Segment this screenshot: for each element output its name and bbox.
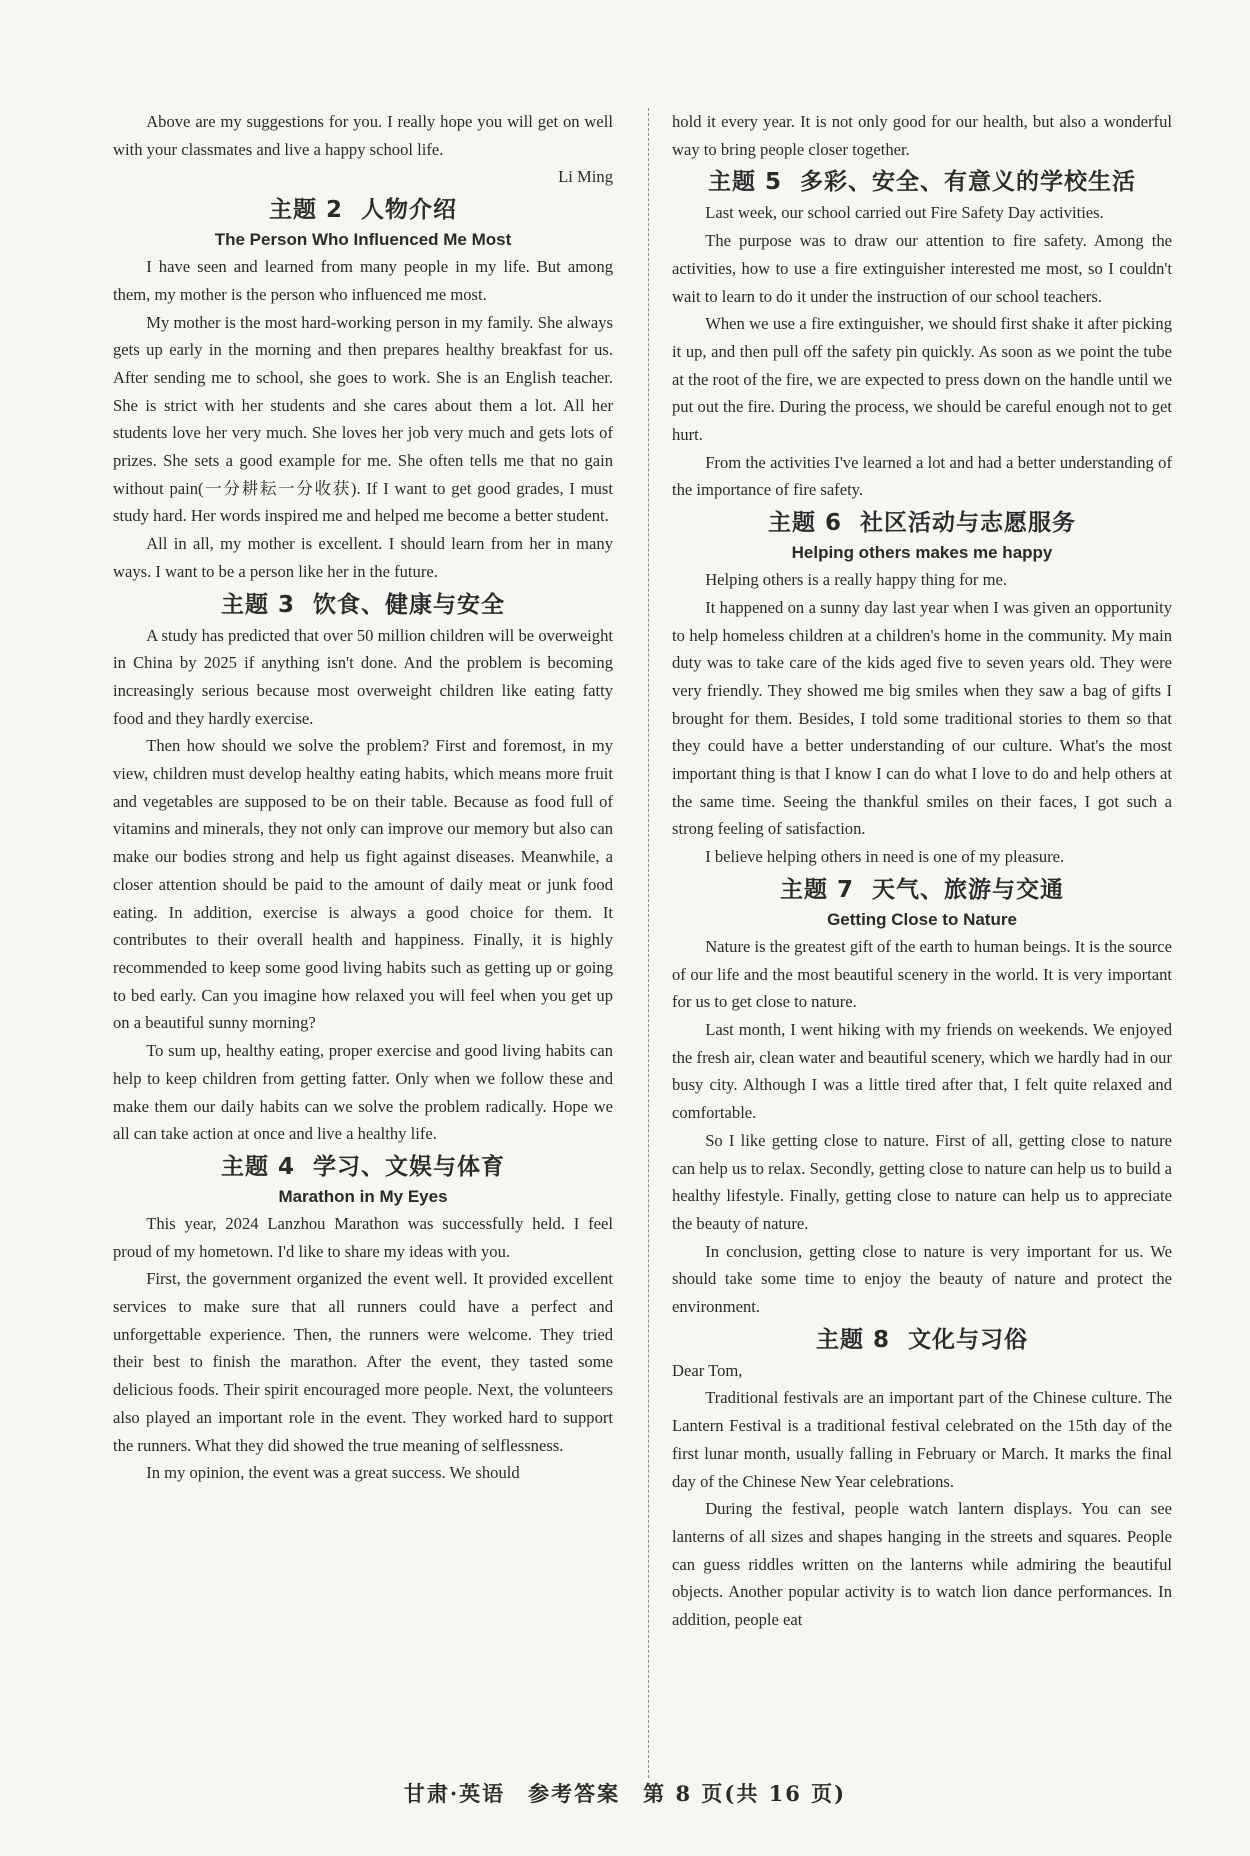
topic8-heading: 主题 8 文化与习俗 — [815, 1326, 1028, 1353]
topic6-title: Helping others makes me happy — [791, 543, 1053, 563]
topic5-paragraph: When we use a fire extinguisher, we should first shake it after picking it up, and then pull off the safety pin quickly. As soon as we point the tube at the root of the fire, we are expected to press down on the handle until we put out the fire. During the process, we should be careful enough not to get hurt. — [672, 314, 1172, 445]
topic8-paragraph: Traditional festivals are an important part of the Chinese culture. The Lantern Festival is a traditional festival celebrated on the 15th day of the first lunar month, usually falling in February or March. It marks the final day of the Chinese New Year celebrations. — [672, 1388, 1172, 1491]
topic4-paragraph: First, the government organized the event well. It provided excellent services to make sure that all runners could have a perfect and unforgettable experience. Then, the runners were welcome. They tried their best to finish the marathon. After the event, they tasted some delicious foods. Their spirit encouraged more people. Next, the volunteers also played an important role in the event. They worked hard to support the runners. What they did showed the true meaning of selflessness. — [113, 1269, 613, 1455]
topic3-paragraph: A study has predicted that over 50 million children will be overweight in China by 2025 if anything isn't done. And the problem is becoming increasingly serious because most overweight children like eating fatty food and they hardly exercise. — [113, 625, 613, 728]
topic4-heading: 主题 4 学习、文娱与体育 — [220, 1153, 505, 1180]
topic5-paragraph: The purpose was to draw our attention to fire safety. Among the activities, how to use a fire extinguisher interested me most, so I couldn't wait to learn to do it under the instruction of our school teachers. — [672, 231, 1172, 306]
topic7-paragraph: Last month, I went hiking with my friends on weekends. We enjoyed the fresh air, clean water and beautiful scenery, which we hardly had in our busy city. Although I was a little tired after that, I felt quite relaxed and comfortable. — [672, 1019, 1172, 1123]
topic3-heading: 主题 3 饮食、健康与安全 — [220, 591, 505, 618]
topic2-paragraph: My mother is the most hard-working person in my family. She always gets up early in the morning and then prepares healthy breakfast for us. After sending me to school, she goes to work. She is an English teacher. She is strict with her students and she cares about them a lot. All her students love her very much. She loves her job very much and gets lots of prizes. She sets a good example for me. She often tells me that no gain without pain(一分耕耘一分收获). If I want to get good grades, I must study hard. Her words inspired me and helped me become a better student. — [113, 312, 613, 526]
topic4-paragraph: This year, 2024 Lanzhou Marathon was successfully held. I feel proud of my hometown. I'd like to share my ideas with you. — [113, 1213, 613, 1261]
topic7-paragraph: Nature is the greatest gift of the earth to human beings. It is the source of our life and the most beautiful scenery in the world. It is very important for us to get close to nature. — [672, 936, 1172, 1012]
topic7-paragraph: So I like getting close to nature. First of all, getting close to nature can help us to relax. Secondly, getting close to nature can help us to build a healthy lifestyle. Finally, getting close to nature can help us to appreciate the beauty of nature. — [672, 1130, 1172, 1233]
topic2-paragraph: I have seen and learned from many people in my life. But among them, my mother is the person who influenced me most. — [113, 257, 613, 304]
topic8-paragraph: During the festival, people watch lantern displays. You can see lanterns of all sizes and shapes hanging in the streets and squares. People can guess riddles written on the lanterns while admiring the beautiful objects. Another popular activity is to watch lion dance performances. In addition, people eat — [672, 1499, 1172, 1630]
left-column — [113, 108, 613, 1487]
topic7-title: Getting Close to Nature — [827, 909, 1017, 929]
topic5-paragraph: From the activities I've learned a lot and had a better understanding of the importance of fire safety. — [672, 452, 1172, 500]
page-footer: 甘肃·英语 参考答案 第 8 页(共 16 页) — [403, 1781, 847, 1806]
intro-paragraph: Above are my suggestions for you. I really hope you will get on well with your classmates and live a happy school life. — [113, 112, 613, 159]
topic2-paragraph: All in all, my mother is excellent. I should learn from her in many ways. I want to be a person like her in the future. — [113, 534, 613, 581]
topic5-heading: 主题 5 多彩、安全、有意义的学校生活 — [707, 169, 1136, 196]
topic3-paragraph: To sum up, healthy eating, proper exercise and good living habits can help to keep children from getting fatter. Only when we follow these and make them our daily habits can we solve the problem radically. Hope we all can take action at once and live a healthy life. — [113, 1041, 613, 1144]
topic2-title: The Person Who Influenced Me Most — [214, 230, 512, 250]
right-column — [672, 108, 1172, 1634]
topic7-paragraph: In conclusion, getting close to nature is very important for us. We should take some time to enjoy the beauty of nature and protect the environment. — [672, 1241, 1172, 1317]
topic6-heading: 主题 6 社区活动与志愿服务 — [767, 510, 1076, 537]
topic2-heading: 主题 2 人物介绍 — [268, 197, 457, 224]
topic6-paragraph: It happened on a sunny day last year when I was given an opportunity to help homeless children at a children's home in the community. My main duty was to take care of the kids aged five to seven years old. They were very friendly. They showed me big smiles when they saw a bag of gifts I brought for them. Besides, I told some traditional stories to them so that they could have a better understanding of our culture. What's the most important thing is that I know I can do what I love to do and help others at the same time. Seeing the thankful smiles on their faces, I got such a strong feeling of satisfaction. — [672, 597, 1172, 839]
topic8-salutation: Dear Tom, — [672, 1360, 743, 1380]
topic4-paragraph: In my opinion, the event was a great success. We should — [146, 1463, 520, 1483]
topic6-paragraph: Helping others is a really happy thing for me. — [705, 570, 1008, 590]
topic6-paragraph: I believe helping others in need is one of my pleasure. — [705, 847, 1065, 867]
topic5-paragraph: Last week, our school carried out Fire Safety Day activities. — [705, 203, 1104, 223]
column-divider — [648, 108, 649, 1778]
continuation-paragraph: hold it every year. It is not only good for our health, but also a wonderful way to bring people closer together. — [672, 112, 1172, 159]
topic7-heading: 主题 7 天气、旅游与交通 — [779, 876, 1064, 903]
intro-signature: Li Ming — [558, 167, 613, 187]
topic3-paragraph: Then how should we solve the problem? First and foremost, in my view, children must develop healthy eating habits, which means more fruit and vegetables are supposed to be on their table. Because as food full of vitamins and minerals, they not only can improve our memory but also can make our bodies strong and help us fight against diseases. Meanwhile, a closer attention should be paid to the amount of daily meat or junk food eating. In addition, exercise is always a good choice for them. It contributes to their overall health and happiness. Finally, it is highly recommended to keep some good living habits such as getting up or going to bed early. Can you imagine how relaxed you will feel when you get up on a beautiful sunny morning? — [113, 736, 613, 1033]
topic4-title: Marathon in My Eyes — [278, 1186, 448, 1206]
